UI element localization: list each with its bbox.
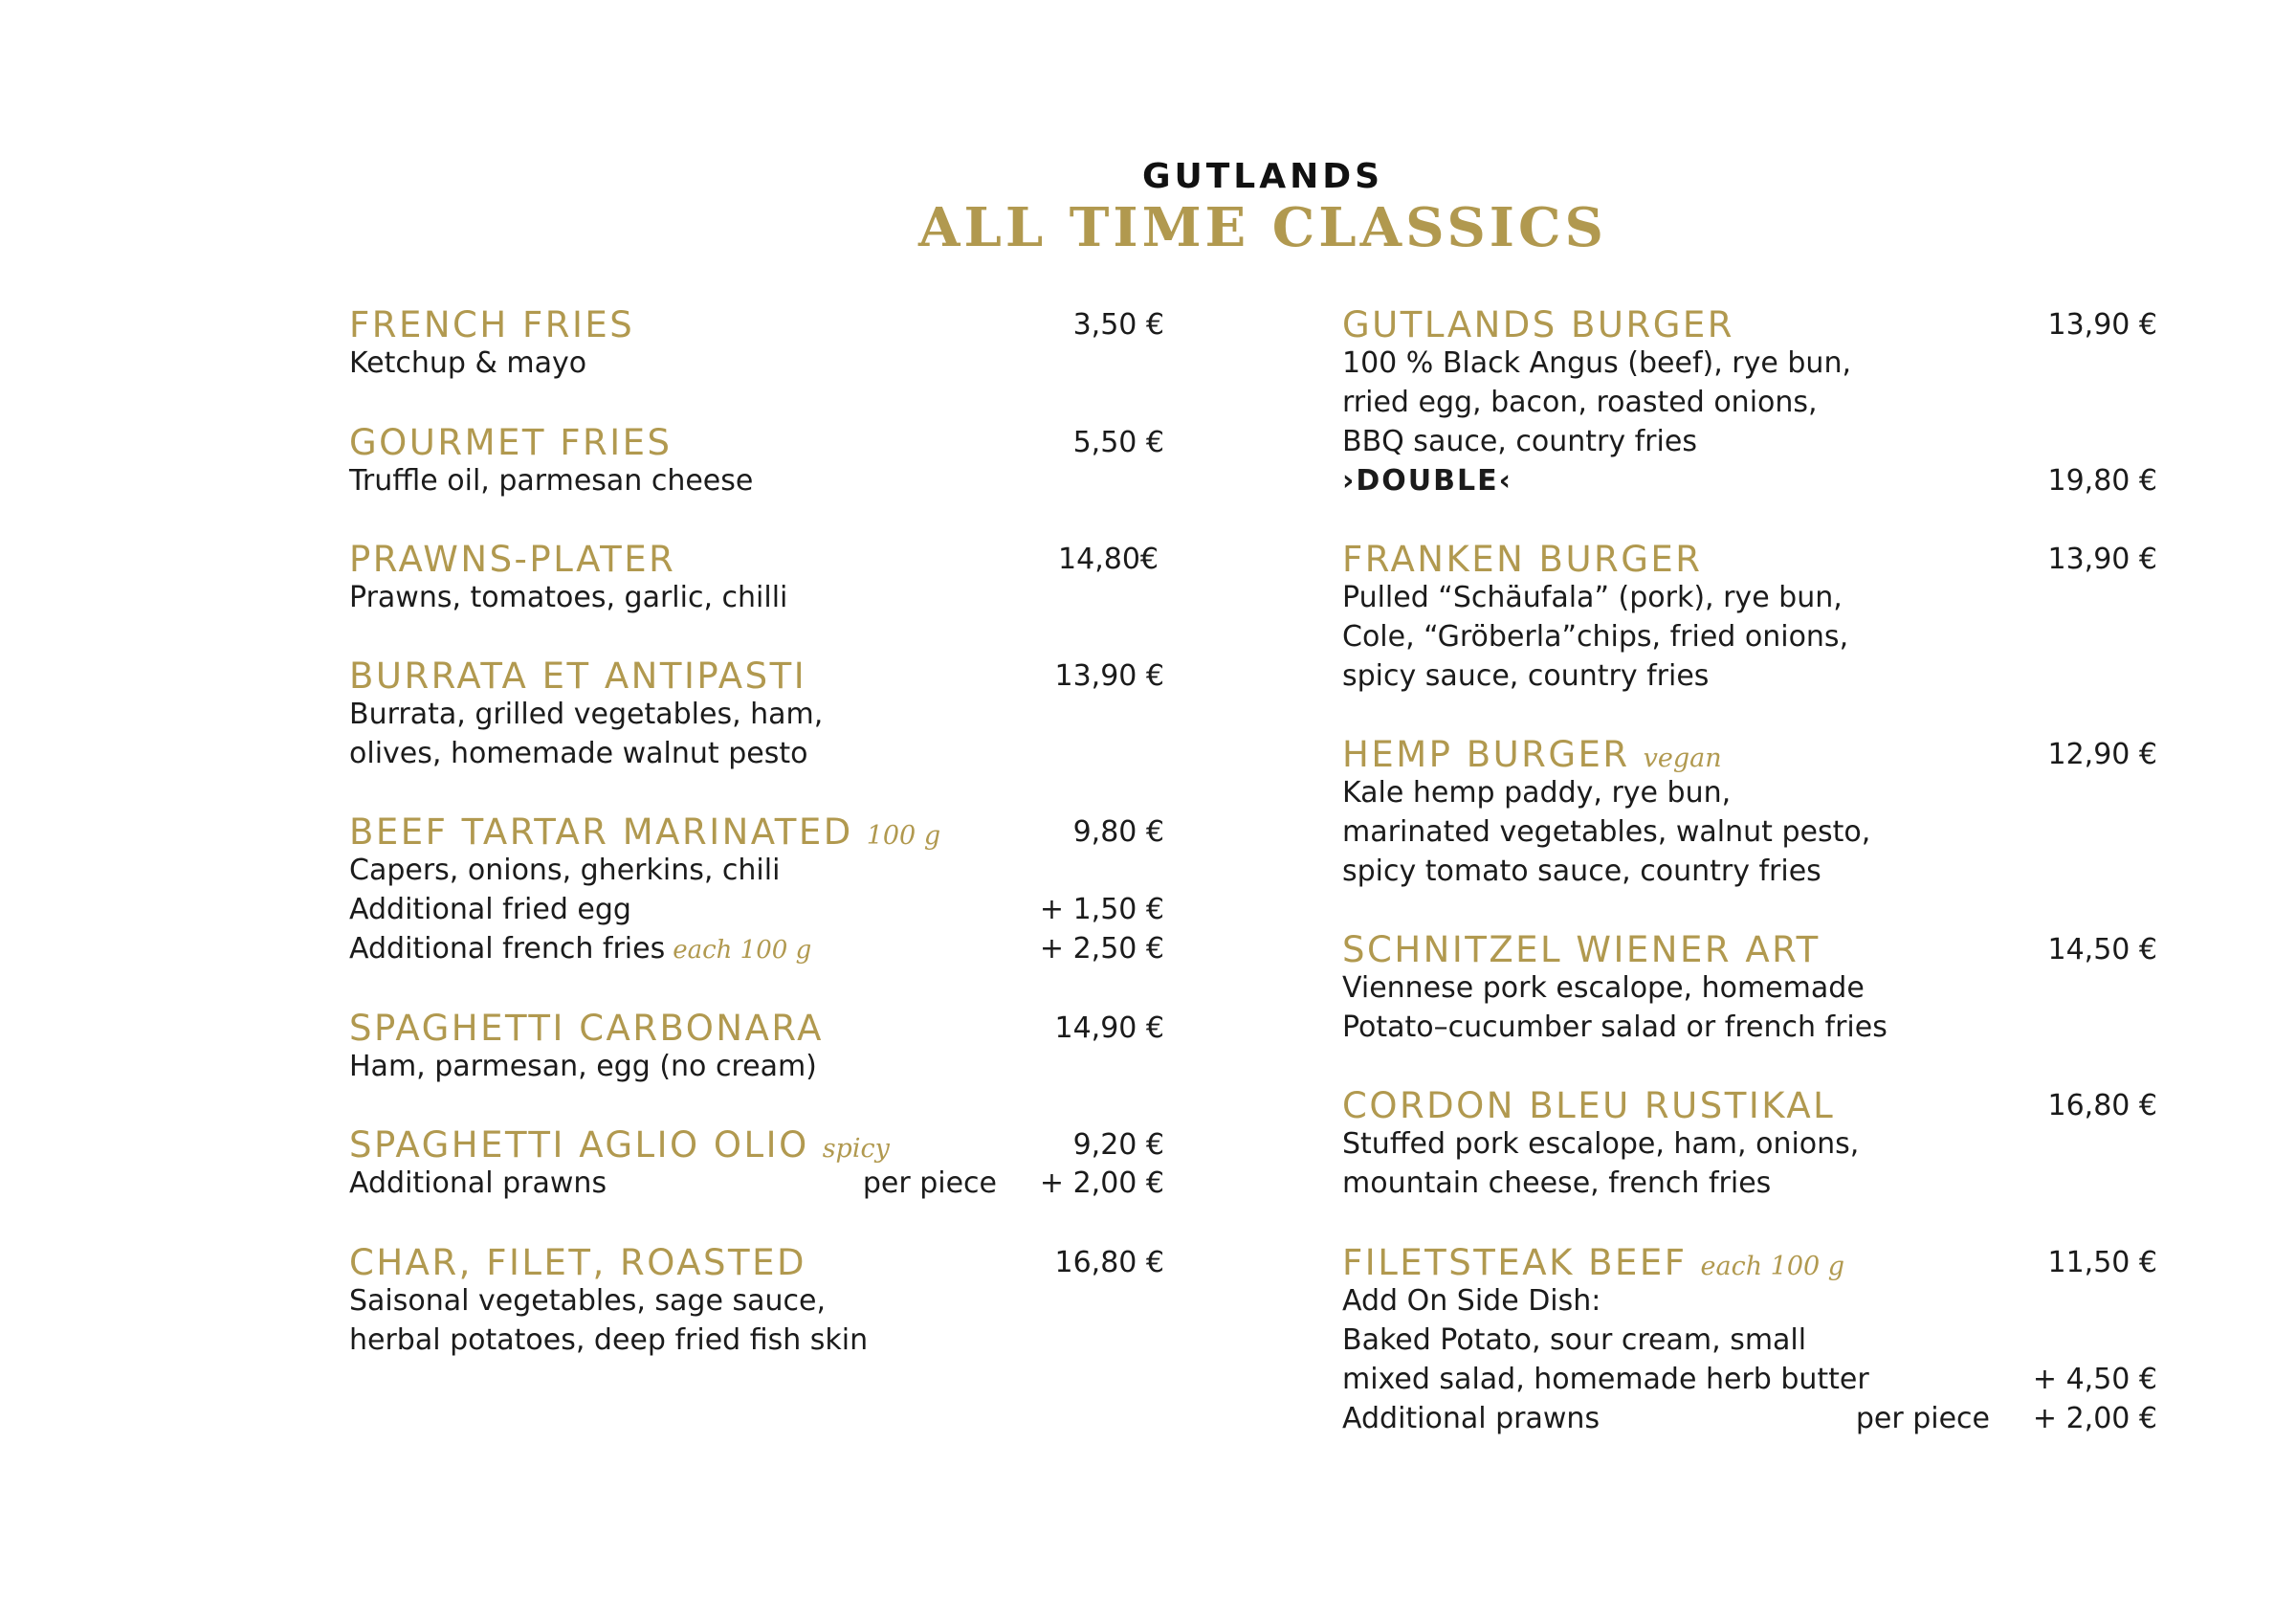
addon-row [349, 929, 1164, 968]
menu-item-gourmet-fries [349, 422, 1164, 500]
menu-item-franken-burger [1342, 539, 2157, 696]
item-price: 9,20 € [1072, 1128, 1164, 1162]
option-row [1342, 461, 2157, 500]
menu-item-french-fries [349, 304, 1164, 383]
item-price: 12,90 € [2047, 738, 2157, 771]
addon-price: + 1,50 € [1039, 893, 1164, 926]
item-name: BEEF TARTAR MARINATED 100 g [349, 811, 941, 853]
item-price: 9,80 € [1072, 815, 1164, 849]
addon-price: + 4,50 € [2032, 1363, 2157, 1396]
item-description: Cole, “Gröberla”chips, fried onions, [1342, 620, 1849, 654]
addon-label: Additional prawns [349, 1166, 607, 1200]
addon-label: mixed salad, homemade herb butter [1342, 1363, 1869, 1396]
menu-item-beef-tartar [349, 811, 1164, 968]
item-name: FILETSTEAK BEEF each 100 g [1342, 1242, 1845, 1283]
item-description: Ham, parmesan, egg (no cream) [349, 1050, 817, 1083]
item-name: BURRATA ET ANTIPASTI [349, 655, 807, 697]
item-description: Capers, onions, gherkins, chili [349, 854, 781, 887]
item-price: 13,90 € [2047, 543, 2157, 576]
addon-row [1342, 1360, 2157, 1399]
item-description: olives, homemade walnut pesto [349, 737, 808, 770]
menu-item-spaghetti-aglio-olio [349, 1124, 1164, 1203]
addon-unit: per piece [862, 1166, 997, 1200]
item-price: 14,80€ [1058, 543, 1159, 576]
item-name: SCHNITZEL WIENER ART [1342, 929, 1821, 970]
item-price: 11,50 € [2047, 1246, 2157, 1279]
item-price: 14,90 € [1054, 1011, 1164, 1045]
item-tag: spicy [822, 1134, 890, 1164]
addon-price: + 2,00 € [1039, 1166, 1164, 1200]
item-name: SPAGHETTI AGLIO OLIO spicy [349, 1124, 890, 1166]
menu-item-prawns-plater [349, 539, 1164, 617]
item-tag: each 100 g [1700, 1252, 1845, 1281]
item-price: 13,90 € [2047, 308, 2157, 342]
addon-label: Additional french fries each 100 g [349, 932, 812, 966]
item-name: GOURMET FRIES [349, 422, 673, 463]
option-price: 19,80 € [2047, 464, 2157, 498]
addon-price: + 2,00 € [2032, 1402, 2157, 1435]
item-name: GUTLANDS BURGER [1342, 304, 1734, 345]
menu-item-char-filet [349, 1242, 1164, 1360]
addon-tag: each 100 g [673, 936, 812, 965]
addon-price: + 2,50 € [1039, 932, 1164, 966]
item-name: HEMP BURGER vegan [1342, 734, 1722, 775]
item-name: SPAGHETTI CARBONARA [349, 1008, 824, 1049]
item-price: 14,50 € [2047, 933, 2157, 966]
item-price: 3,50 € [1072, 308, 1164, 342]
item-price: 5,50 € [1072, 426, 1164, 459]
item-name: CHAR, FILET, ROASTED [349, 1242, 806, 1283]
item-description: Truffle oil, parmesan cheese [349, 464, 754, 498]
item-description: Pulled “Schäufala” (pork), rye bun, [1342, 581, 1843, 614]
item-description: marinated vegetables, walnut pesto, [1342, 815, 1871, 849]
addon-label: Additional fried egg [349, 893, 631, 926]
item-description: spicy sauce, country fries [1342, 659, 1710, 693]
menu-title: ALL TIME CLASSICS [918, 196, 1607, 259]
menu-item-filetsteak [1342, 1242, 2157, 1438]
item-description: Kale hemp paddy, rye bun, [1342, 776, 1732, 810]
item-description: Burrata, grilled vegetables, ham, [349, 698, 824, 731]
item-description: Prawns, tomatoes, garlic, chilli [349, 581, 788, 614]
item-tag: vegan [1643, 744, 1722, 773]
item-description: 100 % Black Angus (beef), rye bun, [1342, 346, 1851, 380]
addon-row [1342, 1399, 2157, 1438]
item-description: rried egg, bacon, roasted onions, [1342, 386, 1818, 419]
item-price: 13,90 € [1054, 659, 1164, 693]
item-description: Potato–cucumber salad or french fries [1342, 1010, 1888, 1044]
item-price: 16,80 € [1054, 1246, 1164, 1279]
brand-name: GUTLANDS [1141, 157, 1384, 196]
item-name: CORDON BLEU RUSTIKAL [1342, 1085, 1836, 1126]
item-tag: 100 g [866, 821, 941, 851]
addon-unit: per piece [1855, 1402, 1990, 1435]
item-name: PRAWNS-PLATER [349, 539, 676, 580]
item-description: Viennese pork escalope, homemade [1342, 971, 1865, 1005]
menu-item-burrata-et-antipasti [349, 655, 1164, 773]
menu-item-hemp-burger [1342, 734, 2157, 891]
item-description: mountain cheese, french fries [1342, 1166, 1772, 1200]
menu-item-cordon-bleu [1342, 1085, 2157, 1203]
item-description: spicy tomato sauce, country fries [1342, 855, 1821, 888]
addon-row [349, 890, 1164, 929]
item-name: FRANKEN BURGER [1342, 539, 1703, 580]
item-name: FRENCH FRIES [349, 304, 635, 345]
item-description: Add On Side Dish: [1342, 1284, 1601, 1318]
addon-row [349, 1164, 1164, 1203]
item-description: BBQ sauce, country fries [1342, 425, 1697, 458]
item-description: Baked Potato, sour cream, small [1342, 1323, 1807, 1357]
item-description: Saisonal vegetables, sage sauce, [349, 1284, 826, 1318]
option-label: ›DOUBLE‹ [1342, 464, 1512, 498]
menu-item-gutlands-burger [1342, 304, 2157, 500]
item-price: 16,80 € [2047, 1089, 2157, 1122]
item-description: Stuffed pork escalope, ham, onions, [1342, 1127, 1860, 1161]
addon-label: Additional prawns [1342, 1402, 1601, 1435]
menu-item-spaghetti-carbonara [349, 1008, 1164, 1086]
item-description: Ketchup & mayo [349, 346, 587, 380]
menu-item-schnitzel [1342, 929, 2157, 1047]
item-description: herbal potatoes, deep fried fish skin [349, 1323, 869, 1357]
